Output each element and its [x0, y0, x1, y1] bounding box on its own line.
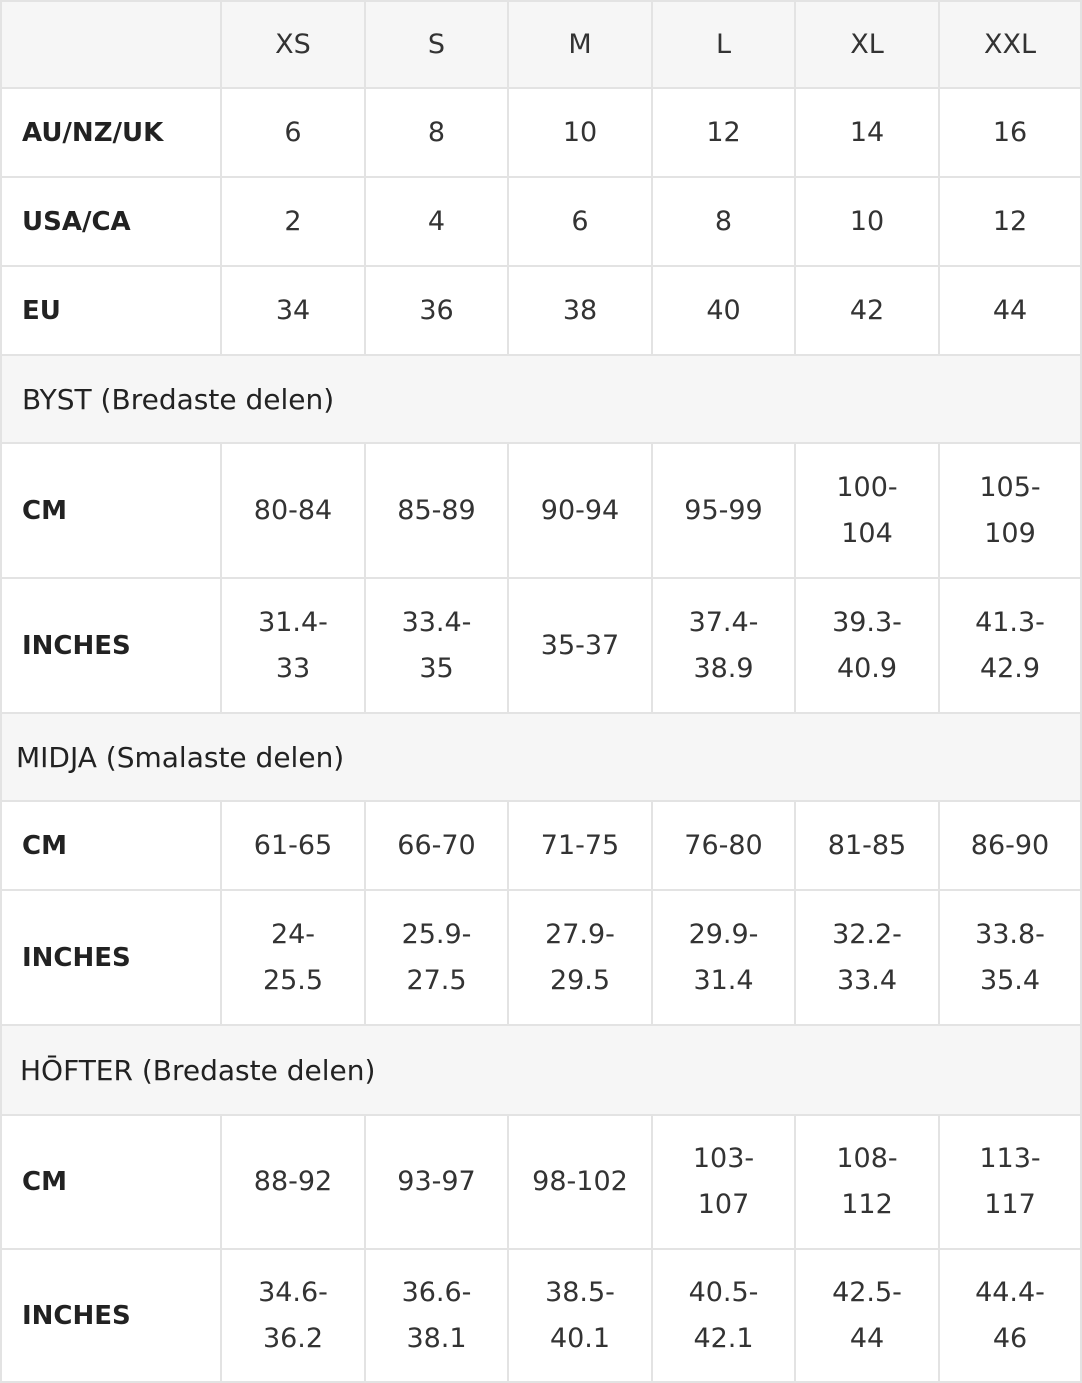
table-cell: 33.8- 35.4 [940, 891, 1082, 1026]
size-header-xxl: XXL [940, 0, 1082, 89]
table-cell: 36 [366, 267, 509, 356]
table-cell: 42 [796, 267, 940, 356]
section-title: HŌFTER (Bredaste delen) [20, 1053, 376, 1087]
row-label: INCHES [0, 891, 222, 1026]
section-header-waist [0, 714, 1082, 802]
table-row-bust-inches [0, 579, 1082, 714]
row-label: EU [0, 267, 222, 356]
table-cell: 95-99 [653, 444, 796, 579]
table-cell: 35-37 [509, 579, 653, 714]
size-header-m: M [509, 0, 653, 89]
table-row-eu [0, 267, 1082, 356]
table-cell: 24- 25.5 [222, 891, 366, 1026]
size-header-xs: XS [222, 0, 366, 89]
table-cell: 6 [509, 178, 653, 267]
table-cell: 42.5- 44 [796, 1250, 940, 1383]
table-cell: 14 [796, 89, 940, 178]
table-cell: 4 [366, 178, 509, 267]
table-cell: 100- 104 [796, 444, 940, 579]
table-row-au-nz-uk [0, 89, 1082, 178]
table-cell: 90-94 [509, 444, 653, 579]
size-header-xl: XL [796, 0, 940, 89]
table-row-waist-cm [0, 802, 1082, 891]
table-cell: 25.9- 27.5 [366, 891, 509, 1026]
table-cell: 37.4- 38.9 [653, 579, 796, 714]
table-cell: 12 [940, 178, 1082, 267]
section-title: MIDJA (Smalaste delen) [16, 740, 345, 774]
table-cell: 33.4- 35 [366, 579, 509, 714]
table-cell: 81-85 [796, 802, 940, 891]
size-header-s: S [366, 0, 509, 89]
section-header-hips [0, 1026, 1082, 1116]
table-row-waist-inches [0, 891, 1082, 1026]
table-cell: 38.5- 40.1 [509, 1250, 653, 1383]
row-label: INCHES [0, 579, 222, 714]
table-cell: 8 [366, 89, 509, 178]
section-title: BYST (Bredaste delen) [22, 382, 335, 416]
table-cell: 10 [509, 89, 653, 178]
table-cell: 71-75 [509, 802, 653, 891]
row-label: AU/NZ/UK [0, 89, 222, 178]
table-cell: 103- 107 [653, 1116, 796, 1250]
table-cell: 86-90 [940, 802, 1082, 891]
table-cell: 44.4- 46 [940, 1250, 1082, 1383]
table-cell: 80-84 [222, 444, 366, 579]
row-label: CM [0, 444, 222, 579]
table-cell: 44 [940, 267, 1082, 356]
table-cell: 34 [222, 267, 366, 356]
table-cell: 41.3- 42.9 [940, 579, 1082, 714]
table-cell: 85-89 [366, 444, 509, 579]
table-cell: 36.6- 38.1 [366, 1250, 509, 1383]
table-cell: 16 [940, 89, 1082, 178]
table-cell: 8 [653, 178, 796, 267]
table-row-usa-ca [0, 178, 1082, 267]
table-cell: 88-92 [222, 1116, 366, 1250]
table-cell: 38 [509, 267, 653, 356]
table-cell: 27.9- 29.5 [509, 891, 653, 1026]
table-cell: 40.5- 42.1 [653, 1250, 796, 1383]
table-cell: 108- 112 [796, 1116, 940, 1250]
row-label: CM [0, 802, 222, 891]
table-cell: 6 [222, 89, 366, 178]
row-label: INCHES [0, 1250, 222, 1383]
table-cell: 31.4- 33 [222, 579, 366, 714]
table-cell: 2 [222, 178, 366, 267]
table-cell: 12 [653, 89, 796, 178]
table-cell: 39.3- 40.9 [796, 579, 940, 714]
table-row-bust-cm [0, 444, 1082, 579]
table-cell: 76-80 [653, 802, 796, 891]
table-cell: 66-70 [366, 802, 509, 891]
table-cell: 61-65 [222, 802, 366, 891]
header-corner-cell [0, 0, 222, 89]
table-cell: 32.2- 33.4 [796, 891, 940, 1026]
table-row-hips-cm [0, 1116, 1082, 1250]
table-cell: 93-97 [366, 1116, 509, 1250]
table-row-hips-inches [0, 1250, 1082, 1383]
table-cell: 10 [796, 178, 940, 267]
table-cell: 34.6- 36.2 [222, 1250, 366, 1383]
size-header-row [0, 0, 1082, 89]
table-cell: 98-102 [509, 1116, 653, 1250]
row-label: CM [0, 1116, 222, 1250]
row-label: USA/CA [0, 178, 222, 267]
table-cell: 40 [653, 267, 796, 356]
table-cell: 113- 117 [940, 1116, 1082, 1250]
section-header-bust [0, 356, 1082, 444]
table-cell: 105- 109 [940, 444, 1082, 579]
table-cell: 29.9- 31.4 [653, 891, 796, 1026]
size-header-l: L [653, 0, 796, 89]
